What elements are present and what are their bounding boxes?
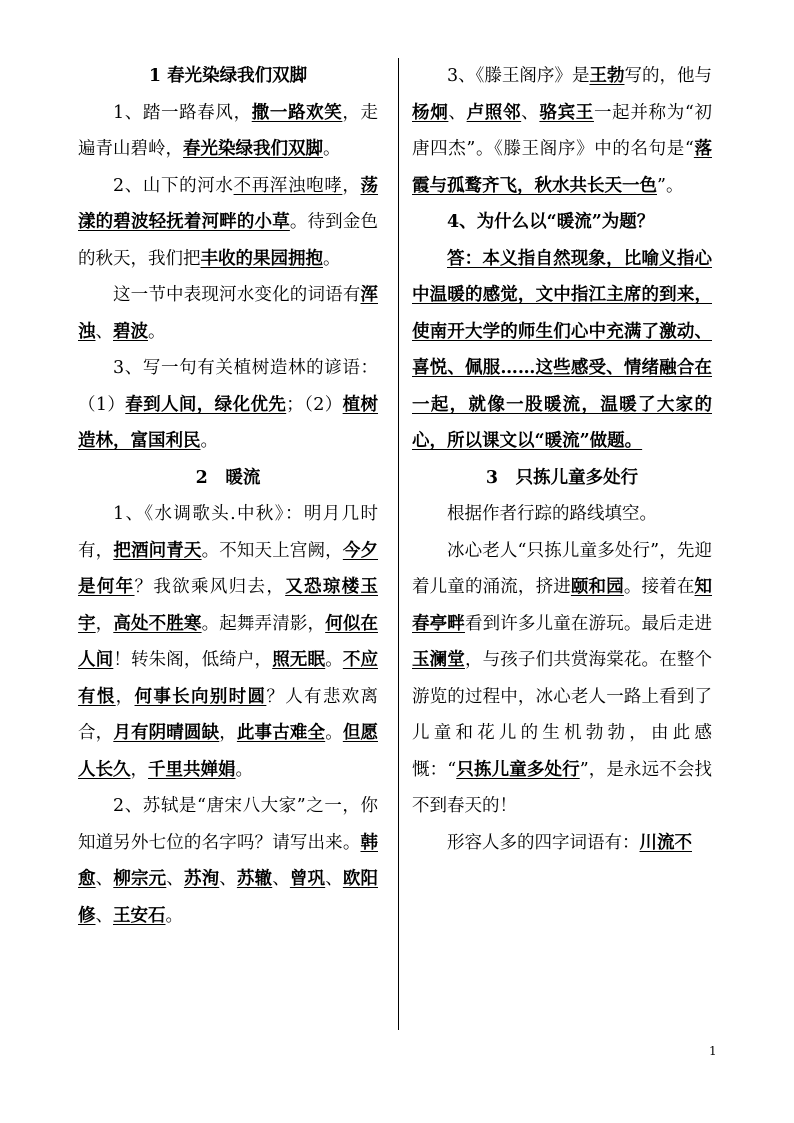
answer: 植树造林，富国利民 [78, 394, 379, 451]
section-2-title: 2 暖流 [195, 467, 261, 488]
answer: 只拣儿童多处行 [456, 759, 580, 780]
section-3-title: 3 只拣儿童多处行 [485, 467, 639, 488]
answer: 又恐琼楼玉宇 [78, 577, 379, 634]
right-column [412, 58, 712, 861]
s2-paragraph-2: 2、苏轼是“唐宋八大家”之一，你知道另外七位的名字吗？请写出来。韩愈、柳宗元、苏洵、苏辙、曾巩、欧阳修、王安石。 [78, 796, 378, 926]
s3-paragraph-1: 根据作者行踪的路线填空。 [447, 504, 657, 524]
s2-question-4: 4、为什么以“暖流”为题？ [447, 212, 655, 232]
answer: 月有阴晴圆缺 [113, 723, 220, 743]
s1-paragraph-3: 这一节中表现河水变化的词语有浑浊、碧波。 [78, 285, 378, 342]
answer: 把酒问青天 [113, 540, 202, 561]
answer: 杨炯 [412, 102, 449, 123]
answer: 川流不 [639, 832, 692, 853]
left-column [78, 58, 378, 934]
answer: 王安石 [113, 905, 166, 926]
s2-paragraph-1: 1、《水调歌头.中秋》：明月几时有，把酒问青天。不知天上宫阙，今夕是何年？我欲乘风归去，又恐琼楼玉宇，高处不胜寒。起舞弄清影，何似在人间！转朱阁，低绮户，照无眠。不应有恨，何事长向别时圆？人有悲欢离合，月有阴晴圆缺，此事古难全。但愿人长久，千里共婵娟。 [78, 504, 379, 780]
answer: 苏洵 [183, 869, 220, 889]
s3-paragraph-2: 冰心老人“只拣儿童多处行”，先迎着儿童的涌流，挤进颐和园。接着在知春亭畔看到许多儿童在游玩。最后走进玉澜堂，与孩子们共赏海棠花。在整个游览的过程中，冰心老人一路上看到了儿童和花儿的生机勃勃，由此感慨：“只拣儿童多处行”，是永远不会找不到春天的！ [412, 540, 713, 816]
answer: 春到人间，绿化优先 [125, 394, 287, 415]
answer: 撒一路欢笑 [251, 102, 343, 123]
answer: 苏辙 [236, 869, 273, 889]
s1-paragraph-2: 2、山下的河水不再浑浊咆哮，荡漾的碧波轻抚着河畔的小草。待到金色的秋天，我们把丰收的果园拥抱。 [78, 175, 379, 269]
answer: 王勃 [589, 66, 625, 86]
answer: 不应有恨 [78, 650, 378, 707]
answer: 何事长向别时圆 [134, 686, 267, 707]
answer: 此事古难全 [236, 723, 326, 743]
answer: 答：本义指自然现象，比喻义指心中温暖的感觉，文中指江主席的到来，使南开大学的师生们心中充满了激动、喜悦、佩服……这些感受、情绪融合在一起，就像一股暖流，温暖了大家的心，所以课文以“暖流”做题。 [412, 248, 712, 451]
answer: 落霞与孤鹜齐飞，秋水共长天一色 [412, 139, 712, 196]
answer: 千里共婵娟 [148, 759, 236, 780]
s2-answer-4 [412, 241, 712, 460]
s1-paragraph-4: 3、写一句有关植树造林的谚语：（1）春到人间，绿化优先；（2）植树造林，富国利民。 [78, 358, 379, 451]
s1-paragraph-1: 1、踏一路春风，撒一路欢笑，走遍青山碧岭，春光染绿我们双脚。 [78, 102, 379, 159]
answer: 但愿人长久 [78, 723, 378, 780]
page-number: 1 [709, 1044, 717, 1058]
answer: 何似在人间 [78, 613, 378, 670]
answer: 卢照邻 [466, 102, 522, 123]
answer: 照无眠 [272, 650, 326, 670]
answer: 不再浑浊咆哮 [233, 175, 343, 196]
answer: 柳宗元 [113, 869, 167, 889]
answer: 玉澜堂 [412, 650, 465, 670]
answer: 欧阳修 [78, 869, 378, 926]
answer: 浑浊 [78, 285, 378, 342]
s3-paragraph-3: 形容人多的四字词语有：川流不 [447, 832, 692, 853]
s2-paragraph-3: 3、《滕王阁序》是王勃写的，他与杨炯、卢照邻、骆宾王一起并称为“初唐四杰”。《滕王阁序》中的名句是“落霞与孤鹜齐飞，秋水共长天一色”。 [412, 66, 713, 196]
answer: 颐和园 [570, 577, 624, 597]
answer: 高处不胜寒 [113, 613, 202, 634]
answer: 丰收的果园拥抱 [200, 248, 323, 269]
answer: 骆宾王 [539, 102, 594, 123]
answer: 春光染绿我们双脚 [183, 139, 323, 159]
answer: 知春亭畔 [412, 577, 712, 634]
answer: 碧波 [113, 321, 148, 342]
section-1-title: 1 春光染绿我们双脚 [148, 66, 308, 86]
answer: 荡漾的碧波轻抚着河畔的小草 [78, 175, 379, 232]
column-divider [398, 58, 399, 1030]
answer: 今夕是何年 [78, 540, 378, 597]
answer: 韩愈 [78, 832, 378, 889]
answer: 曾巩 [289, 869, 326, 889]
